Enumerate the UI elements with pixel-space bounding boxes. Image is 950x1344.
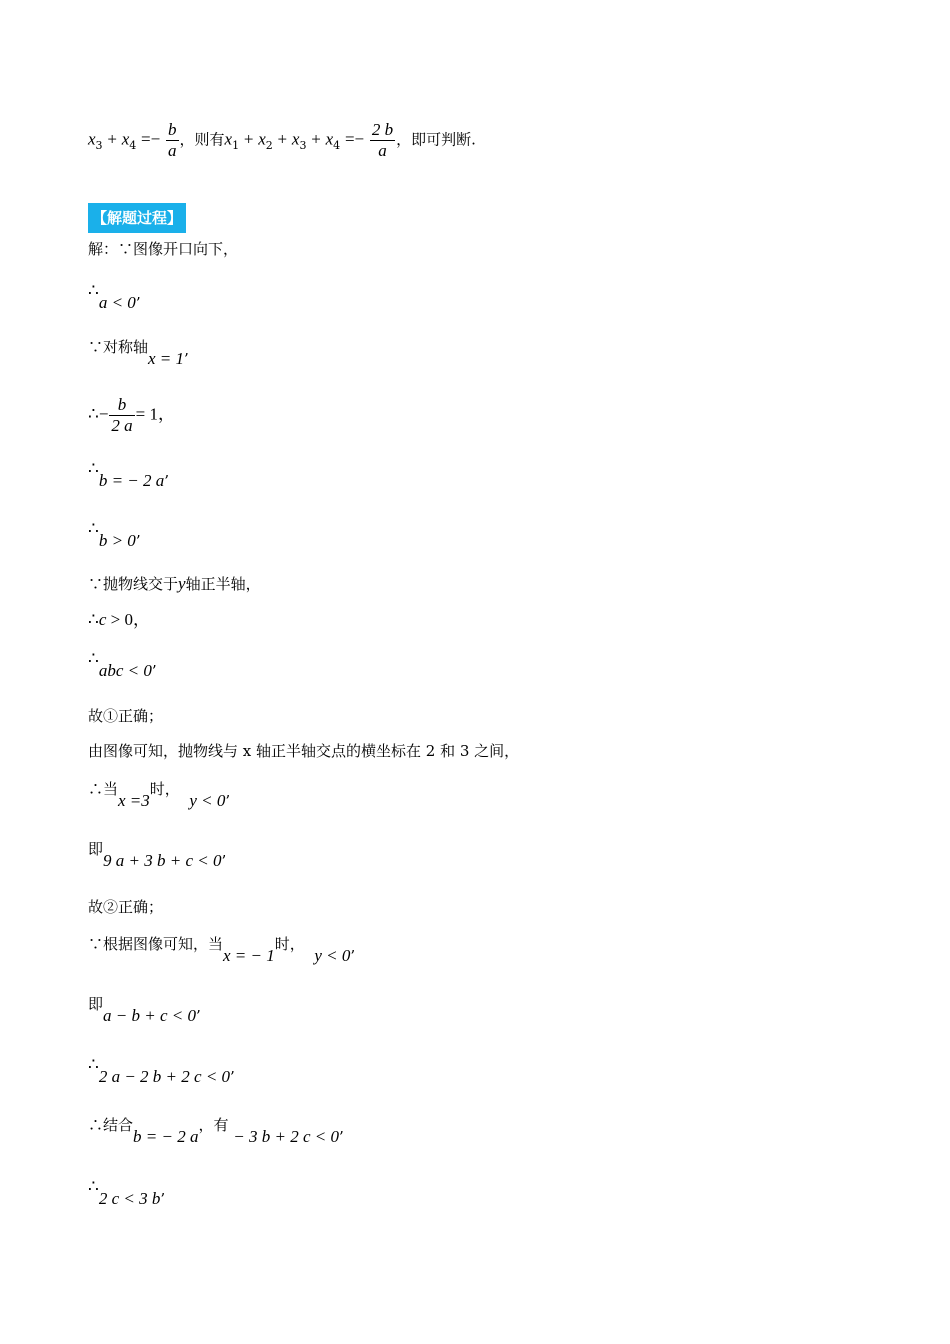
line-text: 时， [149, 780, 180, 798]
plus-sign: + [277, 129, 288, 149]
trail-mark: ’ [195, 1007, 201, 1025]
therefore-symbol: ∴ [88, 649, 99, 669]
line-4 [88, 395, 175, 436]
fraction-b-over-2a [109, 395, 134, 436]
trail-mark: ’ [184, 350, 189, 368]
therefore-symbol: ∴ [88, 610, 99, 630]
line-text: ∵抛物线交于 [88, 575, 179, 593]
fraction-numerator: b [109, 395, 134, 416]
line-18 [88, 1116, 344, 1146]
intro-formula-line [88, 120, 476, 161]
line-text: ∵对称轴 [88, 338, 149, 356]
therefore-symbol: ∴ [88, 281, 99, 301]
line-13 [88, 840, 227, 870]
var-x4: x [121, 129, 130, 149]
subscript-4: 4 [129, 138, 137, 152]
trail-mark: ’ [135, 294, 141, 312]
plus-sign: + [311, 129, 321, 149]
line-text: ，有 [198, 1116, 229, 1134]
subscript-4b: 4 [333, 138, 341, 152]
line-5 [88, 459, 170, 490]
var-x3: x [88, 129, 96, 149]
therefore-symbol: ∴ [88, 1177, 99, 1197]
intro-mid-text: ，则有 [179, 130, 225, 149]
minus-sign: − [98, 404, 109, 424]
fraction-denominator: a [378, 141, 387, 160]
var-x4b: x [325, 129, 334, 149]
trail-mark: ’ [160, 1190, 166, 1208]
trail-mark: ’ [164, 472, 170, 490]
math-expr: y < 0 [314, 946, 351, 965]
therefore-symbol: ∴ [88, 519, 99, 539]
fraction-2b-over-a [370, 120, 395, 161]
math-expr: x = 1 [148, 349, 185, 368]
line-6 [88, 519, 141, 550]
var-c: c [98, 610, 107, 629]
line-17 [88, 1055, 235, 1086]
line-text: ∴结合 [88, 1116, 134, 1134]
equals-minus: =− [141, 129, 161, 149]
line-text: ∴当 [88, 780, 119, 798]
subscript-3b: 3 [299, 138, 307, 152]
line-text: 轴正半轴， [185, 575, 261, 593]
section-badge: 【解题过程】 [88, 203, 186, 233]
line-text: 即 [88, 840, 104, 858]
line-9 [88, 649, 157, 680]
trail-mark: ’ [338, 1128, 344, 1146]
plus-sign: + [243, 129, 254, 149]
fraction-b-over-a [166, 120, 179, 161]
line-15 [88, 935, 356, 965]
trail-mark: ’ [151, 662, 157, 680]
math-expr: y < 0 [189, 791, 226, 810]
line-10: 故①正确； [88, 707, 164, 725]
line-text: 时， [274, 935, 305, 953]
line-12 [88, 780, 231, 810]
math-expr: 9 a + 3 b + c < 0 [103, 851, 222, 870]
therefore-symbol: ∴ [88, 1055, 99, 1075]
line-11: 由图像可知，抛物线与 x 轴正半轴交点的横坐标在 2 和 3 之间， [88, 742, 520, 760]
therefore-symbol: ∴ [88, 404, 99, 425]
line-8 [88, 611, 150, 629]
math-expr: x = − 1 [223, 946, 275, 965]
line-1: 解：∵图像开口向下， [88, 240, 239, 258]
var-x2: x [258, 129, 266, 149]
line-text: ∵根据图像可知，当 [88, 935, 224, 953]
math-expr: 2 a − 2 b + 2 c < 0 [98, 1067, 231, 1086]
subscript-2: 2 [265, 138, 273, 152]
trail-mark: ’ [221, 852, 227, 870]
line-text: 即 [88, 995, 104, 1013]
therefore-symbol: ∴ [88, 459, 99, 479]
plus-sign: + [107, 129, 117, 149]
math-expr: x =3 [118, 791, 150, 810]
var-y: y [178, 574, 186, 593]
fraction-numerator: 2 b [371, 120, 394, 139]
math-expr: b = − 2 a [98, 471, 165, 490]
equals-minus: =− [344, 129, 365, 149]
fraction-denominator: 2 a [111, 416, 133, 435]
line-7 [88, 575, 261, 593]
math-expr: a < 0 [98, 293, 136, 312]
line-19 [88, 1177, 166, 1208]
subscript-1: 1 [232, 138, 240, 152]
fraction-numerator: b [168, 120, 177, 139]
math-expr: > 0， [106, 610, 150, 629]
subscript-3: 3 [95, 138, 103, 152]
line-14: 故②正确； [88, 898, 164, 916]
line-2 [88, 281, 141, 312]
trail-mark: ’ [135, 532, 141, 550]
math-expr: b = − 2 a [133, 1127, 199, 1146]
line-3 [88, 338, 189, 368]
var-x1: x [224, 129, 233, 149]
var-x3b: x [291, 129, 300, 149]
math-expr: a − b + c < 0 [103, 1006, 196, 1025]
math-expr: = 1， [135, 404, 176, 424]
trail-mark: ’ [230, 1068, 235, 1086]
line-16 [88, 995, 201, 1025]
math-expr: b > 0 [98, 531, 136, 550]
intro-end-text: ，即可判断. [396, 130, 476, 149]
trail-mark: ’ [350, 947, 356, 965]
trail-mark: ’ [225, 792, 231, 810]
math-expr: − 3 b + 2 c < 0 [233, 1127, 339, 1146]
math-expr: 2 c < 3 b [98, 1189, 161, 1208]
math-expr: abc < 0 [98, 661, 152, 680]
fraction-denominator: a [168, 141, 177, 160]
